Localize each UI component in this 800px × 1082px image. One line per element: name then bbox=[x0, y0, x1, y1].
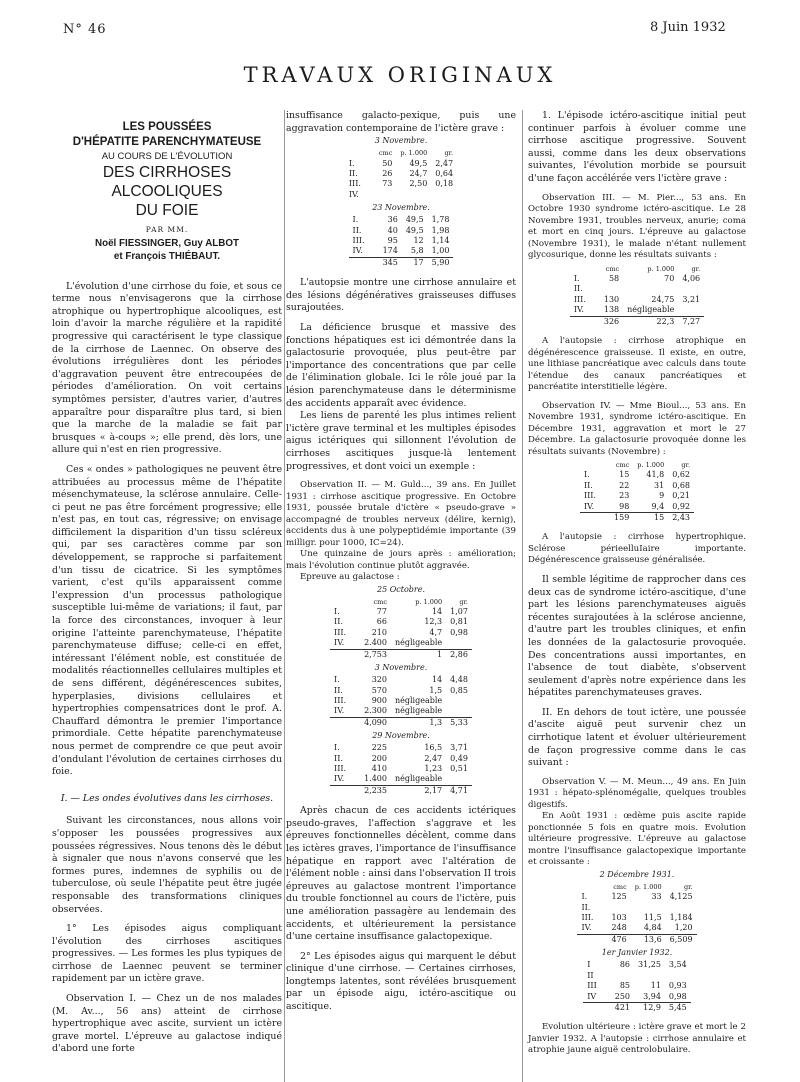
data-table bbox=[570, 264, 704, 327]
table-row: II. 40 49,5 1,98 bbox=[352, 225, 450, 235]
table-row: IV. bbox=[348, 189, 359, 199]
column-1 bbox=[52, 110, 282, 1056]
column-divider bbox=[284, 110, 285, 1082]
paragraph: insuffisance galacto-pexique, puis une aggravation contemporaine de l'ictère grave : bbox=[286, 110, 516, 134]
table-total-row: 159 15 2,43 bbox=[580, 513, 694, 524]
table-row: III. 900 négligeable bbox=[334, 695, 443, 705]
table-row: II. 570 1,5 0,85 bbox=[334, 685, 468, 695]
data-table bbox=[583, 960, 690, 1013]
section-title: TRAVAUX ORIGINAUX bbox=[243, 63, 557, 87]
table-row: II. 66 12,3 0,81 bbox=[334, 617, 468, 627]
article-title-line: LES POUSSÉES bbox=[122, 121, 212, 133]
table-row: II. 26 24,7 0,64 bbox=[348, 169, 454, 178]
paragraph: Il semble légitime de rapprocher dans ces deux cas de syndrome ictéro-ascitique, d'une part les lésions parenchymateuses aiguës récentes surajoutées à la sclérose ancienne, d'autre part les troubles cliniques, et enfin les données de la galactosurie provoquée. Des concentrations aussi importantes, en l'absence de tout diabète, s'observent seulement d'après notre expérience dans les hépatites parenchymateuses graves. bbox=[528, 573, 746, 699]
table-total-row: 326 22,3 7,27 bbox=[570, 316, 704, 327]
data-table bbox=[349, 215, 454, 268]
table-header: cmc bbox=[615, 461, 630, 469]
table-row: I. 58 70 4,06 bbox=[573, 273, 701, 283]
table-row: II. 22 31 0,68 bbox=[583, 480, 691, 490]
table-row: IV. 98 9,4 0,92 bbox=[583, 501, 691, 511]
paragraph: L'autopsie montre une cirrhose annulaire et des lésions dégénératives graisseuses diffuses surajoutées. bbox=[286, 277, 516, 314]
observation: Epreuve au galactose : bbox=[300, 572, 400, 583]
table-row: III. 210 4,7 0,98 bbox=[334, 627, 468, 637]
data-table bbox=[345, 148, 457, 200]
table-date: 23 Novembre. bbox=[372, 203, 430, 213]
paragraph: A l'autopsie : cirrhose hypertrophique. Sclérose périeelluIaire importante. Dégénérescence graisseuse généralisée. bbox=[528, 532, 746, 566]
table-total-row: 2,753 1 2,86 bbox=[330, 649, 472, 660]
paragraph: A l'autopsie : cirrhose atrophique en dégénérescence graisseuse. Il existe, en outre, une lithiase pancréatique avec calculs dans toute l'étendue des canaux pancréatiques et pancréatite interstitielle légère. bbox=[528, 336, 746, 392]
observation: Observation IV. — Mme Bioul..., 53 ans. En Novembre 1931, syndrome ictéro-ascitique. En Décembre 1931, aggravation et mort le 27 Décembre. La galactosurie provoquée donne les résultats suivants (Novembre) : bbox=[528, 400, 746, 457]
table-header: gr. bbox=[444, 149, 454, 158]
table-row: I. 320 14 4,48 bbox=[334, 675, 468, 685]
table-row: IV. 1.400 négligeable bbox=[334, 774, 443, 784]
table-date: 29 Novembre. bbox=[372, 731, 430, 741]
table-total-row: 4,090 1,3 5,33 bbox=[330, 717, 472, 728]
data-table bbox=[330, 675, 472, 728]
article-title-line: DU FOIE bbox=[135, 202, 199, 219]
table-header: gr. bbox=[681, 461, 691, 469]
table-date: 3 Novembre. bbox=[374, 663, 428, 673]
observation: Observation V. — M. Meun..., 49 ans. En Juin 1931 : hépato-splénomégalie, quelques troubles digestifs. bbox=[528, 776, 746, 810]
authors: Noël FIESSINGER, Guy ALBOT bbox=[95, 237, 239, 249]
table-total-row: 476 13,6 6,509 bbox=[577, 934, 696, 945]
paragraph: Suivant les circonstances, nous allons voir s'opposer les poussées progressives aux poussées régressives. Nous tenons dès le début à signaler que nous n'avons conservé que les formes pures, indemnes de syphilis ou de tuberculose, où seule l'hépatite peut être jugée responsable des transformations cliniques observées. bbox=[52, 815, 282, 915]
table-total-row: 2,235 2,17 4,71 bbox=[330, 785, 472, 796]
observation: Observation II. — M. Guld..., 39 ans. En Juillet 1931 : cirrhose ascitique progressive. En Octobre 1931, poussée brutale d'ictère « pseudo-grave » accompagné de troubles nerveux (délire, kernig), accidents dus à une polypeptidémie importante (39 milligr. pour 1000, IC=24). bbox=[286, 480, 516, 548]
paragraph: La déficience brusque et massive des fonctions hépatiques est ici démontrée dans la galactosurie provoquée, plus peut-être par l'importance des concentrations que par celle de l'élimination globale. Ici le rôle joué par la lésion parenchymateuse dans le déterminisme des accidents apparaît avec évidence. bbox=[286, 322, 516, 409]
paragraph: Les liens de parenté les plus intimes relient l'ictère grave terminal et les multiples épisodes aigus ictériques qui sillonnent l'évolution de cirrhoses ascitiques jusque-là lentement progressives, et dont voici un exemple : bbox=[286, 410, 516, 472]
observation: En Août 1931 : œdème puis ascite rapide ponctionnée 5 fois en quatre mois. Evolution ultérieure progressive. L'épreuve au galactose montre l'insuffisance galactopexique importante et croissante : bbox=[528, 811, 746, 868]
table-header: p. 1.000 bbox=[400, 149, 428, 158]
table-row: IV. 248 4,84 1,20 bbox=[581, 923, 693, 933]
table-header: cmc bbox=[605, 264, 620, 273]
article-title-line: D'HÉPATITE PARENCHYMATEUSE bbox=[72, 136, 262, 148]
table-header: cmc bbox=[613, 882, 627, 891]
column-3 bbox=[528, 110, 746, 1057]
table-row: II. bbox=[581, 902, 591, 912]
data-table bbox=[580, 460, 694, 523]
table-row: III. 23 9 0,21 bbox=[583, 491, 691, 501]
data-table bbox=[577, 882, 696, 945]
section-heading: I. — Les ondes évolutives dans les cirrhoses. bbox=[60, 792, 274, 804]
issue-date: 8 Juin 1932 bbox=[650, 20, 726, 35]
table-header: p. 1.000 bbox=[634, 882, 662, 891]
data-table bbox=[330, 597, 472, 660]
paragraph: 2° Les épisodes aigus qui marquent le début clinique d'une cirrhose. — Certaines cirrhoses, longtemps latentes, sont révélées brusquement par un épisode aigu, ictéro-ascitique ou ascitique. bbox=[286, 950, 516, 1013]
table-header: cmc bbox=[373, 597, 387, 606]
table-row: III. 130 24,75 3,21 bbox=[573, 294, 701, 304]
table-row: III. 73 2,50 0,18 bbox=[348, 179, 454, 189]
table-date: 3 Novembre. bbox=[374, 136, 428, 146]
article-title-line: DES CIRRHOSES ALCOOLIQUES bbox=[102, 164, 232, 200]
table-row: III. 95 12 1,14 bbox=[352, 236, 450, 246]
table-header: cmc bbox=[378, 149, 393, 158]
table-row: IV. 138 négligeable bbox=[573, 305, 675, 315]
table-row: III. 410 1,23 0,51 bbox=[334, 763, 468, 773]
table-header: p. 1.000 bbox=[415, 597, 443, 606]
issue-number: N° 46 bbox=[63, 22, 107, 37]
table-row: IV. 174 5,8 1,00 bbox=[352, 246, 450, 256]
table-header: gr. bbox=[683, 882, 693, 891]
table-header: p. 1.000 bbox=[637, 461, 665, 469]
column-2 bbox=[286, 110, 516, 1014]
table-row: IV. 2.300 négligeable bbox=[334, 706, 443, 716]
byline-label: PAR MM. bbox=[145, 225, 189, 234]
data-table bbox=[330, 743, 472, 796]
table-header: p. 1.000 bbox=[647, 264, 675, 273]
table-row: IV. 2.400 négligeable bbox=[334, 638, 443, 648]
table-row: II. bbox=[573, 284, 583, 294]
paragraph: 1. L'épisode ictéro-ascitique initial peut continuer parfois à évoluer comme une cirrhose ascitique progressive. Souvent aussi, comme dans les deux observations suivantes, l'évolution morbide se poursuit d'une façon accélérée vers l'ictère grave : bbox=[528, 110, 746, 184]
paragraph: Après chacun de ces accidents ictériques pseudo-graves, l'affection s'aggrave et les épreuves fonctionnelles décèlent, comme dans les ictères graves, l'importance de l'insuffisance hépatique en rapport avec l'altération de l'élément noble : ainsi dans l'observation II trois épreuves au galactose montrent l'importance du trouble fonctionnel au cours de l'ictère, puis une amélioration passagère au lendemain des accidents, et ultérieurement la persistance d'une certaine insuffisance galactopexique. bbox=[286, 805, 516, 943]
table-row: I. 15 41,8 0,62 bbox=[583, 470, 691, 480]
table-total-row: 421 12,9 5,45 bbox=[583, 1002, 690, 1013]
table-total-row: 345 17 5,90 bbox=[349, 257, 454, 268]
paragraph: 1° Les épisodes aigus compliquant l'évolution des cirrhoses ascitiques progressives. — Les formes les plus typiques de cirrhose de Laennec peuvent se terminer rapidement par un ictère grave. bbox=[52, 923, 282, 985]
table-header: gr. bbox=[691, 264, 701, 273]
paragraph: Ces « ondes » pathologiques ne peuvent être attribuées au processus même de l'hépatite mésenchymateuse, la sclérose annulaire. Celle-ci peut ne pas être forcément progressive; elle n'est pas, en tout cas, régressive; on envisage difficilement la disparition d'un tissu scléreux qui, par ses caractères comme par son développement, se rapproche si parfaitement d'un tissu de cicatrice. Si les symptômes varient, c'est qu'ils apparaissent comme l'expression d'un processus pathologique susceptible lui-même de variations; il faut, par la force des circonstances, invoquer à leur origine l'atteinte parenchymateuse, l'hépatite parenchymateuse diffuse; celle-ci en effet, intéressant l'élément noble, est constituée de modalités réactionnelles cellulaires multiples et de sens différent, dégénérescences subites, hyperplasies, divisions cellulaires et hypertrophies compensatrices dont le prof. A. Chauffard démontra le premier l'importance primordiale. Cette hépatite parenchymateuse nous permet de comprendre ce que peut avoir d'ondulant l'évolution de certaines cirrhoses du foie. bbox=[52, 463, 282, 778]
table-row: I 86 31,25 3,54 bbox=[587, 960, 687, 970]
table-header: gr. bbox=[459, 597, 468, 606]
table-date: 2 Décembre 1931. bbox=[599, 869, 675, 879]
table-row: III 85 11 0,93 bbox=[587, 981, 687, 991]
observation: Une quinzaine de jours après : amélioration; mais l'évolution continue plutôt aggravée. bbox=[286, 549, 516, 571]
table-row: II. 200 2,47 0,49 bbox=[334, 753, 468, 763]
article-title-line: AU COURS DE L'ÉVOLUTION bbox=[101, 151, 233, 162]
table-row: I. 225 16,5 3,71 bbox=[334, 743, 468, 753]
paragraph: II. En dehors de tout ictère, une poussée d'ascite aiguë peut survenir chez un cirrhotique latent et évoluer ultérieurement de façon progressive comme dans le cas suivant : bbox=[528, 706, 746, 769]
table-date: 1er Janvier 1932. bbox=[601, 948, 673, 958]
column-divider bbox=[522, 110, 523, 1082]
table-date: 25 Octobre. bbox=[376, 584, 425, 594]
table-row: I. 125 33 4,125 bbox=[581, 892, 693, 902]
paragraph: L'évolution d'une cirrhose du foie, et sous ce terme nous n'envisagerons que la cirrhose atrophique ou hypertrophique alcooliques, est loin d'avoir la marche régulière et la rapidité progressive qui caractérisent le type classique de la cirrhose de Laennec. On observe des évolutions irrégulières dont les périodes d'aggravation peuvent être entrecoupées de périodes d'amélioration. On voit certains symptômes persister, d'autres varier, d'autres apparaître pour disparaître plus tard, si bien que la marche de la maladie se fait par brusques « à-coups »; elle prend, dès lors, une allure qui n'est en rien progressive. bbox=[52, 280, 282, 456]
observation: Observation III. — M. Pier..., 53 ans. En Octobre 1930 syndrome ictéro-ascitique. Le 28 Novembre 1931, troubles nerveux, anurie; coma et mort en cinq jours. L'épreuve au galactose (Novembre 1931), le malade n'étant nullement glycosurique, donne les résultats suivants : bbox=[528, 192, 746, 261]
paragraph: Evolution ultérieure : ictère grave et mort le 2 Janvier 1932. A l'autopsie : cirrhose annulaire et atrophie jaune aiguë centrolobulaire. bbox=[528, 1022, 746, 1056]
table-row: II bbox=[587, 970, 594, 980]
authors: et François THIÉBAUT. bbox=[113, 250, 221, 262]
table-row: IV 250 3,94 0,98 bbox=[587, 991, 687, 1001]
paragraph: Observation I. — Chez un de nos malades (M. Av..., 56 ans) atteint de cirrhose hypertrophique avec ascite, survient un ictère grave mortel. L'épreuve au galactose indiqué d'abord une forte bbox=[52, 993, 282, 1055]
table-row: I. 77 14 1,07 bbox=[334, 607, 468, 617]
table-row: I. 36 49,5 1,78 bbox=[352, 215, 450, 225]
table-row: III. 103 11,5 1,184 bbox=[581, 913, 693, 923]
table-row: I. 50 49,5 2,47 bbox=[348, 158, 454, 168]
